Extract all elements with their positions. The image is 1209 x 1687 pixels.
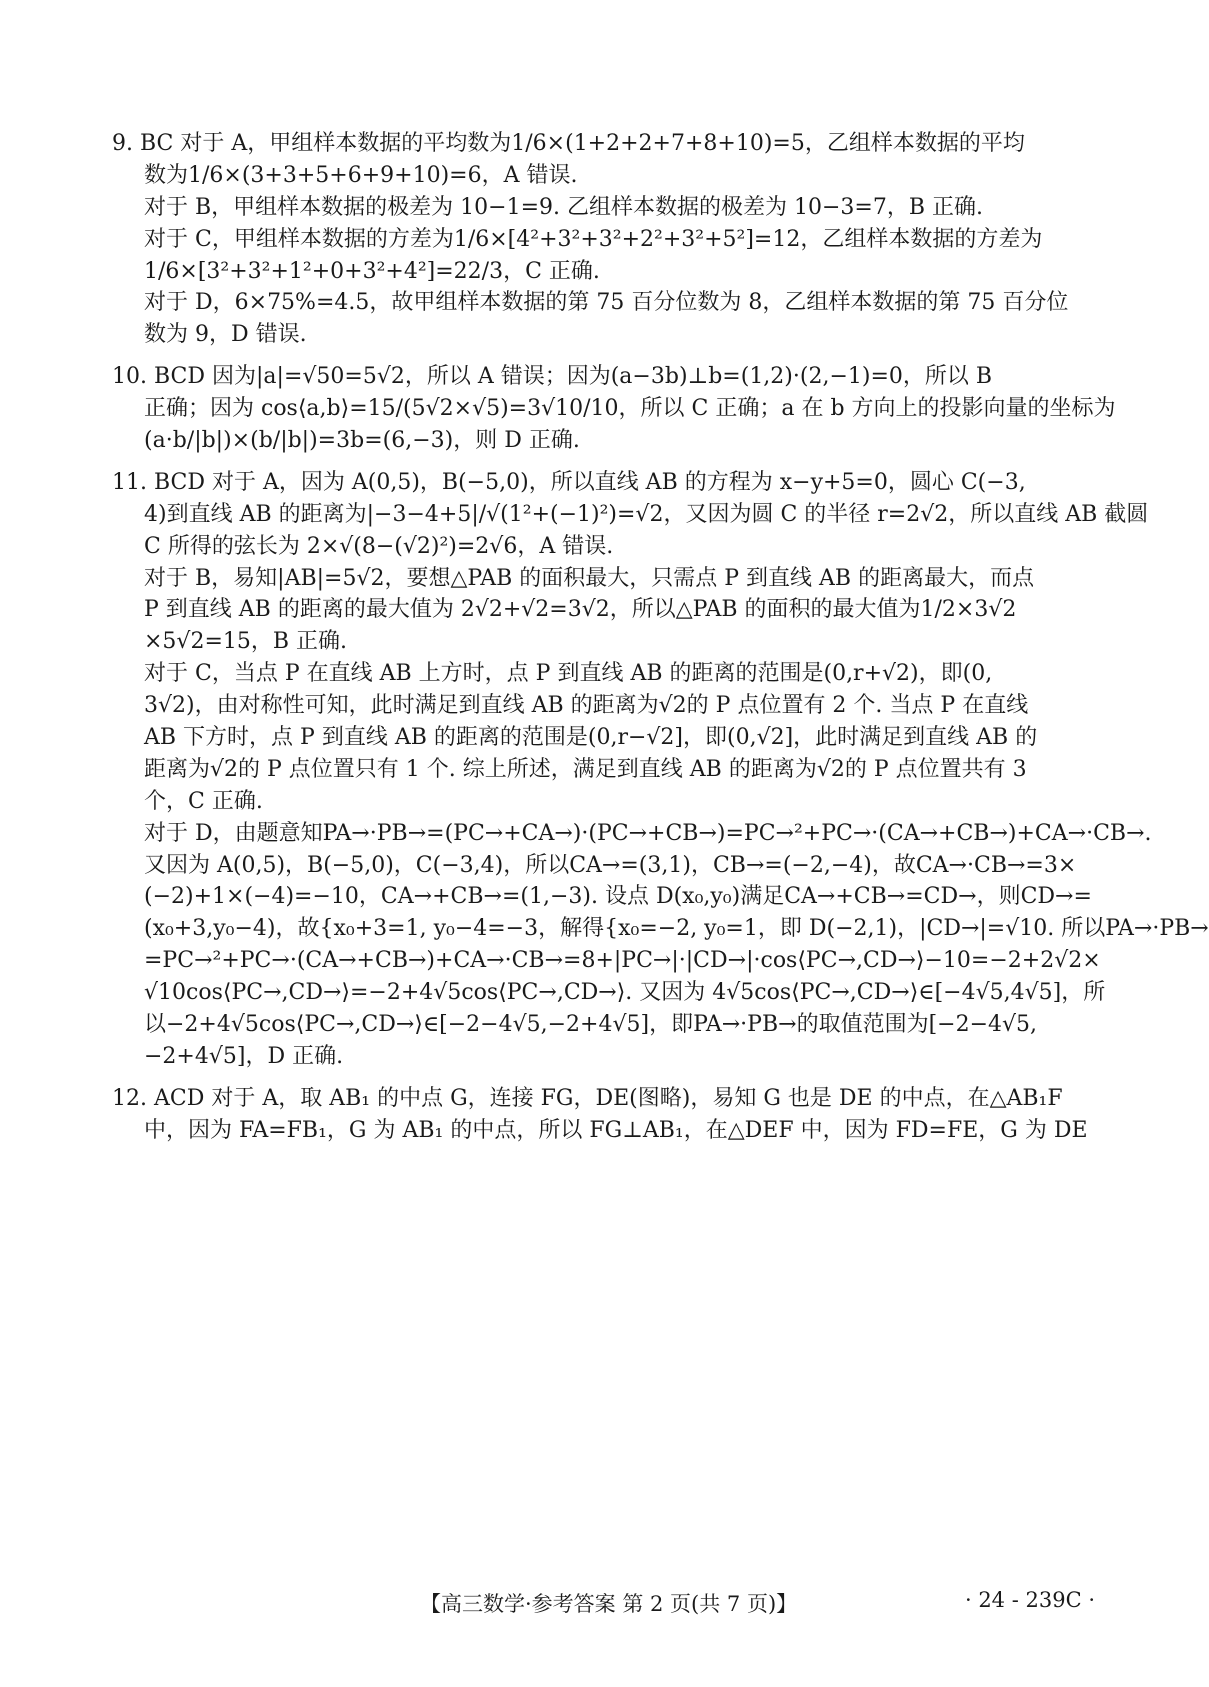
text-line: 数为 9，D 错误.: [144, 322, 307, 348]
text-line: AB 下方时，点 P 到直线 AB 的距离的范围是(0,r−√2]，即(0,√2]，此时满足到直线 AB 的: [144, 725, 1038, 751]
page-footer: [0, 1588, 1200, 1628]
text-line: 以−2+4√5cos⟨PC→,CD→⟩∈[−2−4√5,−2+4√5]，即PA→·PB→的取值范围为[−2−4√5,: [144, 1012, 1038, 1038]
text-line: 对于 C，甲组样本数据的方差为1/6×[4²+3²+3²+2²+3²+5²]=12，乙组样本数据的方差为: [144, 226, 1043, 252]
text-line: ×5√2=15，B 正确.: [144, 629, 348, 655]
text-line: =PC→²+PC→·(CA→+CB→)+CA→·CB→=8+|PC→|·|CD→|·cos⟨PC→,CD→⟩−10=−2+2√2×: [144, 948, 1101, 974]
text-line: √10cos⟨PC→,CD→⟩=−2+4√5cos⟨PC→,CD→⟩. 又因为 4√5cos⟨PC→,CD→⟩∈[−4√5,4√5]，所: [144, 980, 1106, 1006]
text-line: (−2)+1×(−4)=−10，CA→+CB→=(1,−3). 设点 D(x₀,y₀)满足CA→+CB→=CD→，则CD→=: [144, 884, 1092, 910]
text-line: 对于 C，当点 P 在直线 AB 上方时，点 P 到直线 AB 的距离的范围是(0,r+√2)，即(0,: [144, 661, 993, 687]
text-line: 对于 B，易知|AB|=5√2，要想△PAB 的面积最大，只需点 P 到直线 AB 的距离最大，而点: [144, 565, 1035, 591]
text-line: 12. ACD 对于 A，取 AB₁ 的中点 G，连接 FG，DE(图略)，易知 G 也是 DE 的中点，在△AB₁F: [112, 1085, 1063, 1111]
text-line: 4)到直线 AB 的距离为|−3−4+5|/√(1²+(−1)²)=√2，又因为圆 C 的半径 r=2√2，所以直线 AB 截圆: [144, 501, 1149, 527]
text-line: (a·b/|b|)×(b/|b|)=3b=(6,−3)，则 D 正确.: [144, 428, 580, 454]
text-line: 数为1/6×(3+3+5+6+9+10)=6，A 错误.: [144, 162, 578, 188]
text-line: 10. BCD 因为|a|=√50=5√2，所以 A 错误；因为(a−3b)⊥b=(1,2)·(2,−1)=0，所以 B: [112, 364, 993, 390]
text-line: 中，因为 FA=FB₁，G 为 AB₁ 的中点，所以 FG⊥AB₁，在△DEF 中，因为 FD=FE，G 为 DE: [144, 1117, 1088, 1143]
text-line: −2+4√5]，D 正确.: [144, 1043, 344, 1069]
text-line: 对于 B，甲组样本数据的极差为 10−1=9. 乙组样本数据的极差为 10−3=7，B 正确.: [144, 194, 983, 220]
text-line: 9. BC 对于 A，甲组样本数据的平均数为1/6×(1+2+2+7+8+10)=5，乙组样本数据的平均: [112, 131, 1025, 156]
text-line: 距离为√2的 P 点位置只有 1 个. 综上所述，满足到直线 AB 的距离为√2的 P 点位置共有 3: [144, 756, 1027, 782]
text-line: 对于 D，由题意知PA→·PB→=(PC→+CA→)·(PC→+CB→)=PC→²+PC→·(CA→+CB→)+CA→·CB→.: [144, 820, 1152, 846]
text-line: (x₀+3,y₀−4)，故{x₀+3=1, y₀−4=−3，解得{x₀=−2, y₀=1，即 D(−2,1)，|CD→|=√10. 所以PA→·PB→: [144, 916, 1209, 942]
text-line: 1/6×[3²+3²+1²+0+3²+4²]=22/3，C 正确.: [144, 258, 600, 284]
answer-text: [112, 128, 1209, 1147]
footer-page-info: 【高三数学·参考答案 第 2 页(共 7 页)】: [420, 1592, 798, 1616]
text-line: C 所得的弦长为 2×√(8−(√2)²)=2√6，A 错误.: [144, 533, 614, 559]
text-line: 对于 D，6×75%=4.5，故甲组样本数据的第 75 百分位数为 8，乙组样本数据的第 75 百分位: [144, 290, 1069, 316]
text-line: 正确；因为 cos⟨a,b⟩=15/(5√2×√5)=3√10/10，所以 C 正确；a 在 b 方向上的投影向量的坐标为: [144, 396, 1116, 422]
text-line: 3√2)，由对称性可知，此时满足到直线 AB 的距离为√2的 P 点位置有 2 个. 当点 P 在直线: [144, 693, 1029, 719]
footer-doc-code: · 24 - 239C ·: [964, 1588, 1095, 1612]
text-line: 个，C 正确.: [144, 788, 263, 814]
text-line: P 到直线 AB 的距离的最大值为 2√2+√2=3√2，所以△PAB 的面积的最大值为1/2×3√2: [144, 597, 1017, 623]
text-line: 又因为 A(0,5)，B(−5,0)，C(−3,4)，所以CA→=(3,1)，CB→=(−2,−4)，故CA→·CB→=3×: [144, 852, 1077, 878]
text-line: 11. BCD 对于 A，因为 A(0,5)，B(−5,0)，所以直线 AB 的方程为 x−y+5=0，圆心 C(−3,: [112, 469, 1026, 495]
